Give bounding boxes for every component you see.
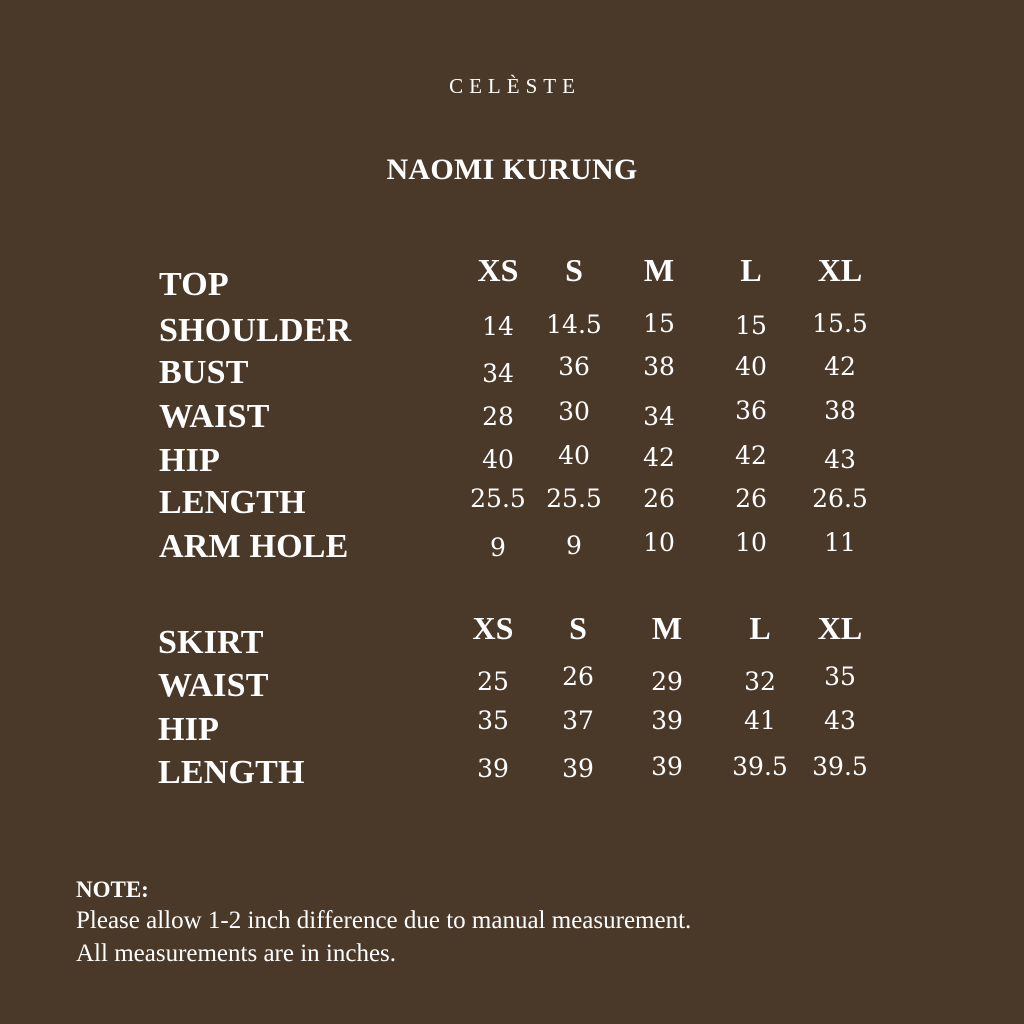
measurement-value: 42 (643, 443, 675, 472)
size-header-xl: XL (817, 610, 863, 646)
measurement-value: 32 (744, 667, 776, 696)
size-header-xs: XS (477, 252, 519, 288)
measurement-value: 39 (651, 752, 683, 781)
skirt-heading: SKIRT (158, 624, 264, 661)
size-header-l: L (749, 610, 771, 646)
note-line-2: All measurements are in inches. (76, 940, 397, 967)
measurement-value: 36 (558, 352, 590, 381)
measurement-label: SHOULDER (159, 312, 352, 349)
measurement-value: 42 (735, 441, 767, 470)
measurement-value: 35 (477, 706, 509, 735)
note-line-1: Please allow 1-2 inch difference due to manual measurement. (76, 907, 692, 934)
measurement-value: 41 (744, 706, 776, 735)
measurement-value: 9 (566, 531, 582, 560)
size-header-m: M (651, 610, 683, 646)
measurement-label: HIP (159, 442, 221, 479)
measurement-label: LENGTH (158, 754, 305, 791)
measurement-value: 39 (651, 706, 683, 735)
measurement-label: WAIST (158, 667, 269, 704)
top-heading: TOP (159, 266, 229, 303)
measurement-value: 26 (643, 484, 675, 513)
brand-name: CELÈSTE (449, 74, 581, 98)
size-header-s: S (565, 252, 583, 288)
measurement-value: 39 (477, 754, 509, 783)
measurement-value: 39.5 (812, 752, 868, 781)
measurement-value: 11 (824, 528, 856, 557)
measurement-value: 39.5 (732, 752, 788, 781)
size-header-xl: XL (817, 252, 863, 288)
measurement-value: 14.5 (546, 310, 602, 339)
measurement-value: 15 (643, 309, 675, 338)
measurement-value: 38 (643, 352, 675, 381)
measurement-value: 34 (643, 402, 675, 431)
measurement-value: 36 (735, 396, 767, 425)
measurement-value: 40 (558, 441, 590, 470)
measurement-value: 10 (735, 528, 767, 557)
measurement-value: 26 (735, 484, 767, 513)
measurement-label: ARM HOLE (159, 528, 349, 565)
measurement-value: 29 (651, 667, 683, 696)
measurement-value: 25.5 (546, 484, 602, 513)
measurement-value: 42 (824, 352, 856, 381)
measurement-value: 40 (735, 352, 767, 381)
measurement-value: 9 (490, 533, 506, 562)
measurement-value: 25 (477, 667, 509, 696)
measurement-value: 34 (482, 359, 514, 388)
measurement-value: 26 (562, 662, 594, 691)
measurement-value: 40 (482, 445, 514, 474)
measurement-label: WAIST (159, 398, 270, 435)
size-header-xs: XS (472, 610, 514, 646)
measurement-value: 38 (824, 396, 856, 425)
measurement-value: 14 (482, 312, 514, 341)
measurement-value: 15.5 (812, 309, 868, 338)
measurement-label: HIP (158, 711, 220, 748)
measurement-value: 30 (558, 397, 590, 426)
measurement-value: 25.5 (470, 484, 526, 513)
size-header-l: L (740, 252, 762, 288)
note-heading: NOTE: (76, 877, 149, 902)
measurement-value: 37 (562, 706, 594, 735)
measurement-value: 28 (482, 402, 514, 431)
measurement-value: 39 (562, 754, 594, 783)
size-header-m: M (643, 252, 675, 288)
measurement-value: 10 (643, 528, 675, 557)
product-title: NAOMI KURUNG (386, 153, 638, 186)
measurement-value: 43 (824, 445, 856, 474)
size-header-s: S (569, 610, 587, 646)
measurement-value: 35 (824, 662, 856, 691)
measurement-value: 43 (824, 706, 856, 735)
measurement-label: LENGTH (159, 484, 306, 521)
measurement-label: BUST (159, 354, 249, 391)
measurement-value: 26.5 (812, 484, 868, 513)
measurement-value: 15 (735, 311, 767, 340)
